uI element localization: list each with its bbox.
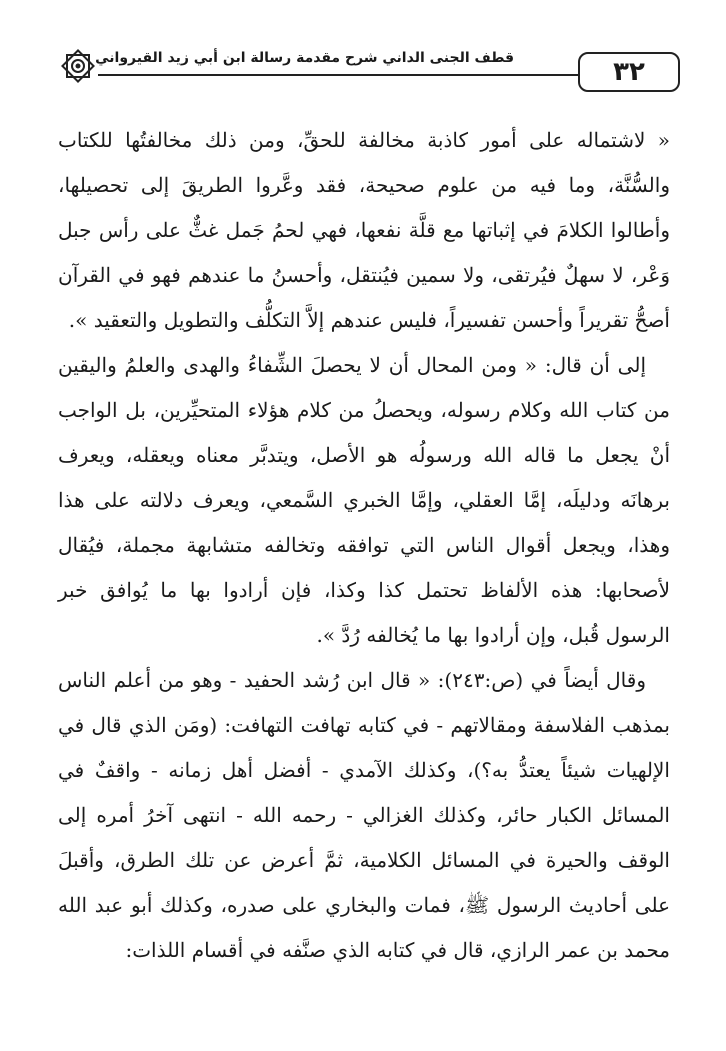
paragraph-quote-2: إلى أن قال: « ومن المحال أن لا يحصلَ الشِّفاءُ والهدى والعلمُ واليقين من كتاب الله وكلام رسوله، ويحصلُ من كلام هؤلاء المتحيِّرين، بل الواجب أنْ يجعل ما قاله الله ورسولُه هو الأصل، ويتدبَّر معناه ويعقله، ويعرف برهانَه ودليلَه، إمَّا العقلي، وإمَّا الخبري السَّمعي، ويعرف دلالته على هذا وهذا، ويجعل أقوال الناس التي توافقه وتخالفه متشابهة مجملة، فيُقال لأصحابها: هذه الألفاظ تحتمل كذا وكذا، فإن أرادوا بها ما يُوافق خبر الرسول قُبل، وإن أرادوا بها ما يُخالفه رُدَّ ». <box>58 353 670 647</box>
page-number: ٣٢ <box>578 52 680 92</box>
paragraph-quote-3: وقال أيضاً في (ص:٢٤٣): « قال ابن رُشد الحفيد - وهو من أعلم الناس بمذهب الفلاسفة ومقالاتهم - في كتابه تهافت التهافت: (ومَن الذي قال في الإلهيات شيئاً يعتدُّ به؟)، وكذلك الآمدي - أفضل أهل زمانه - واقفٌ في المسائل الكبار حائر، وكذلك الغزالي - رحمه الله - انتهى آخرُ أمره إلى الوقف والحيرة في المسائل الكلامية، ثمَّ أعرض عن تلك الطرق، وأقبلَ على أحاديث الرسول ﷺ، فمات والبخاري على صدره، وكذلك أبو عبد الله محمد بن عمر الرازي، قال في كتابه الذي صنَّفه في أقسام اللذات: <box>58 668 670 962</box>
eight-point-star-ornament-icon <box>58 46 98 86</box>
running-title: قطف الجنى الداني شرح مقدمة رسالة ابن أبي زيد القيرواني <box>95 50 514 66</box>
page-header <box>58 44 680 98</box>
paragraph-quote-continuation: « لاشتماله على أمور كاذبة مخالفة للحقِّ، ومن ذلك مخالفتُها للكتاب والسُّنَّة، وما فيه من علوم صحيحة، فقد وعَّروا الطريقَ إلى تحصيلها، وأطالوا الكلامَ في إثباتها مع قلَّة نفعها، فهي لحمُ جَمل غثٌّ على رأس جبل وَعْر، لا سهلٌ فيُرتقى، ولا سمين فيُنتقل، وأحسنُ ما عندهم فهو في القرآن أصحُّ تقريراً وأحسن تفسيراً، فليس عندهم إلاَّ التكلُّف والتطويل والتعقيد ». <box>58 128 670 332</box>
body-text <box>58 118 670 973</box>
